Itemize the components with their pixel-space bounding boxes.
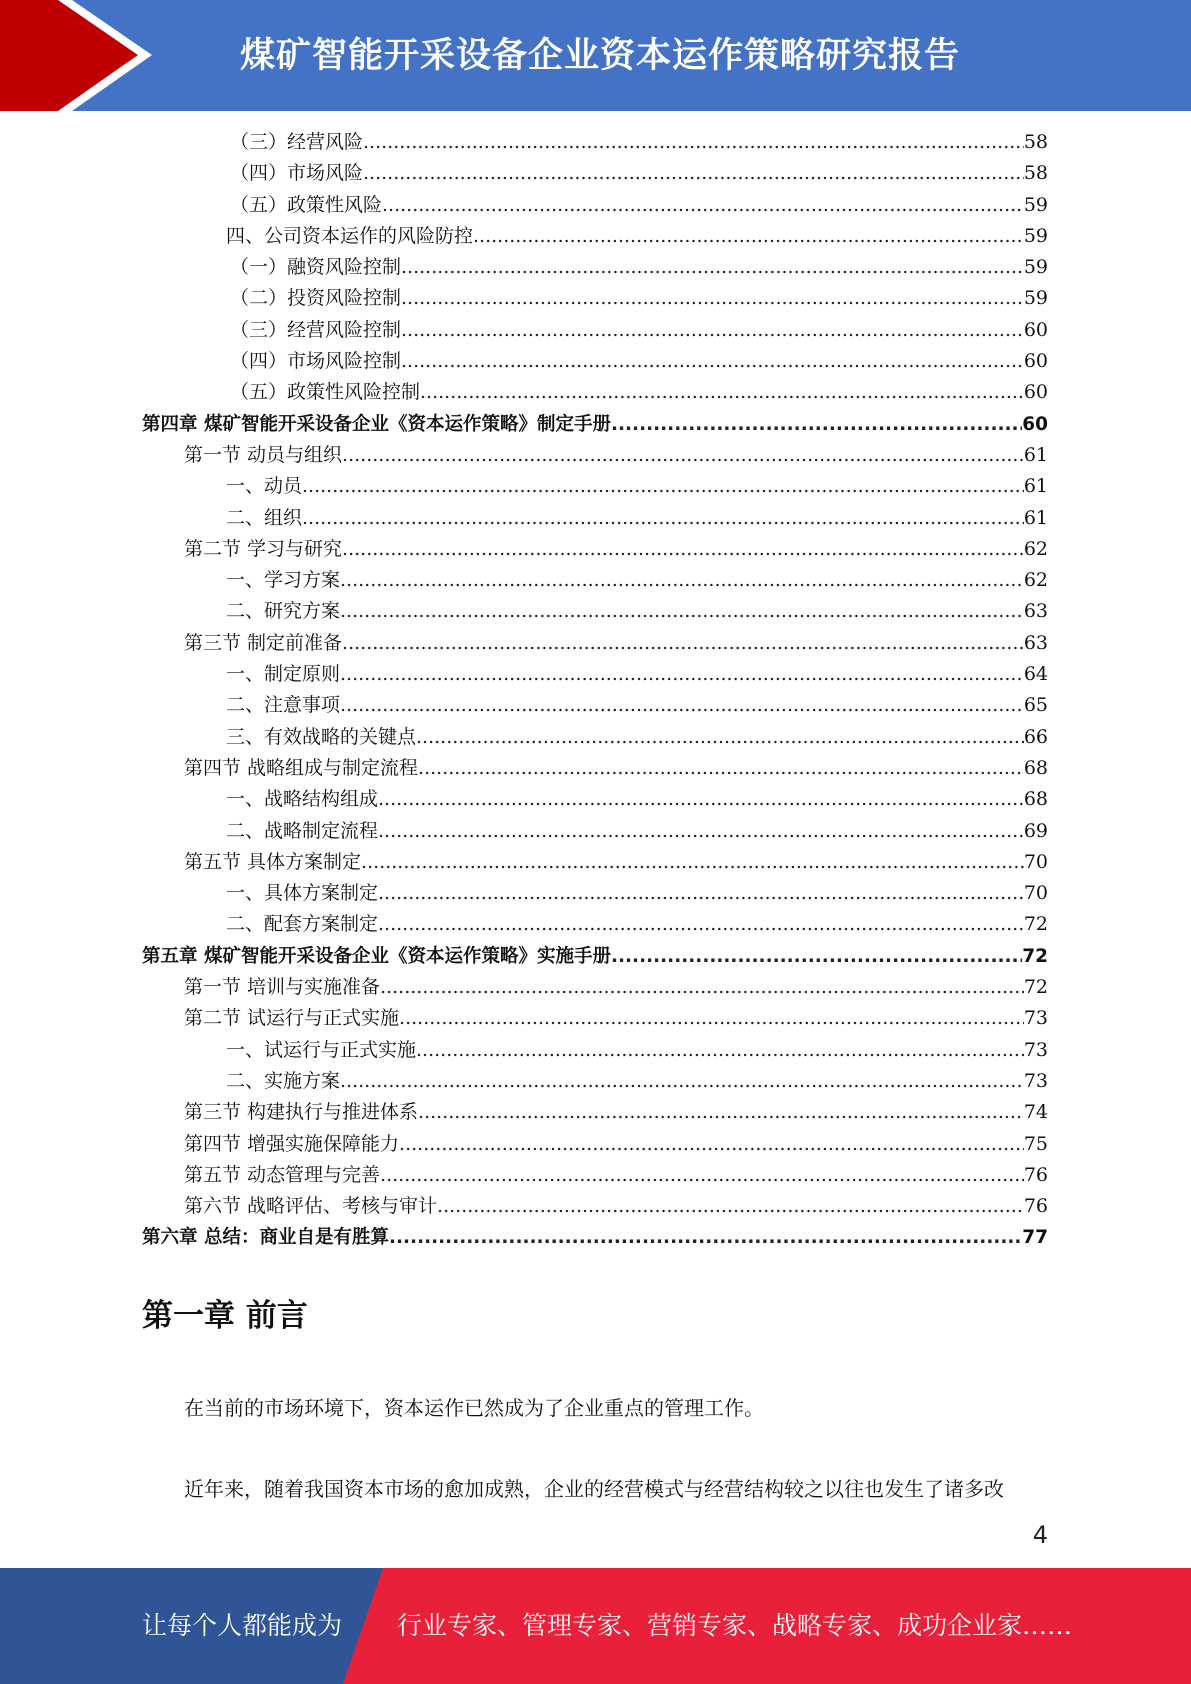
toc-leader-dots (378, 784, 1024, 815)
toc-entry-title: 第六节 战略评估、考核与审计 (184, 1195, 438, 1218)
toc-leader-dots (340, 565, 1024, 596)
toc-entry-title: 第五章 煤矿智能开采设备企业《资本运作策略》实施手册 (142, 945, 611, 967)
toc-entry-title: 第四节 战略组成与制定流程 (184, 756, 419, 779)
toc-entry-page: 65 (1023, 694, 1048, 717)
toc-leader-dots (382, 190, 1024, 221)
toc-leader-dots (380, 972, 1024, 1003)
toc-entry[interactable] (142, 722, 1048, 753)
toc-entry-page: 58 (1023, 131, 1048, 153)
toc-entry-page: 60 (1023, 350, 1048, 373)
toc-entry-title: 三、有效战略的关键点 (226, 725, 417, 748)
toc-entry-title: 二、战略制定流程 (226, 819, 379, 842)
toc-entry-page: 62 (1023, 569, 1048, 592)
toc-entry-page: 73 (1023, 1038, 1048, 1061)
toc-entry[interactable] (142, 1191, 1048, 1222)
footer-expert-list: 行业专家、管理专家、营销专家、战略专家、成功企业家…… (397, 1611, 1073, 1640)
toc-entry[interactable] (142, 941, 1048, 972)
toc-entry[interactable] (142, 315, 1048, 346)
toc-entry-page: 68 (1023, 788, 1048, 811)
toc-leader-dots (416, 1035, 1024, 1066)
toc-entry[interactable] (142, 252, 1048, 283)
toc-entry-title: 第五节 动态管理与完善 (184, 1163, 381, 1186)
toc-entry-page: 76 (1023, 1163, 1048, 1186)
toc-entry-title: 第六章 总结：商业自是有胜算 (142, 1227, 389, 1249)
toc-entry[interactable] (142, 534, 1048, 565)
toc-entry-page: 72 (1022, 945, 1048, 967)
toc-entry-title: 第一节 动员与组织 (184, 443, 343, 466)
toc-entry-page: 63 (1023, 631, 1048, 654)
toc-leader-dots (401, 252, 1024, 283)
toc-entry-title: 第四节 增强实施保障能力 (184, 1132, 400, 1155)
toc-entry[interactable] (142, 909, 1048, 940)
toc-entry-title: 二、配套方案制定 (226, 913, 379, 936)
toc-entry-page: 61 (1023, 475, 1048, 498)
toc-entry-title: （五）政策性风险 (230, 193, 383, 216)
toc-entry-page: 73 (1023, 1069, 1048, 1092)
toc-entry[interactable] (142, 346, 1048, 377)
body-paragraph: 近年来，随着我国资本市场的愈加成熟，企业的经营模式与经营结构较之以往也发生了诸多改 (184, 1477, 1004, 1501)
toc-entry-page: 60 (1022, 413, 1048, 435)
toc-entry-title: （三）经营风险控制 (230, 318, 402, 341)
toc-entry[interactable] (142, 878, 1048, 909)
page-number: 4 (1032, 1521, 1048, 1549)
chapter-title: 第一章 前言 (142, 1298, 308, 1334)
toc-entry[interactable] (142, 409, 1048, 440)
toc-leader-dots (340, 659, 1024, 690)
toc-entry-page: 70 (1023, 882, 1048, 905)
toc-entry-page: 62 (1023, 537, 1048, 560)
toc-entry-page: 68 (1023, 756, 1048, 779)
toc-leader-dots (302, 471, 1024, 502)
toc-entry-page: 59 (1023, 256, 1048, 279)
toc-leader-dots (611, 941, 1022, 972)
toc-entry[interactable] (142, 283, 1048, 314)
toc-leader-dots (378, 816, 1024, 847)
toc-entry-title: 第五节 具体方案制定 (184, 850, 362, 873)
toc-entry-page: 76 (1023, 1195, 1048, 1218)
page-footer (0, 1568, 1191, 1684)
toc-leader-dots (342, 628, 1024, 659)
toc-entry[interactable] (142, 753, 1048, 784)
footer-slogan: 让每个人都能成为 (142, 1611, 343, 1640)
report-title: 煤矿智能开采设备企业资本运作策略研究报告 (240, 36, 961, 76)
toc-entry[interactable] (142, 659, 1048, 690)
toc-entry-title: 二、注意事项 (226, 694, 341, 717)
toc-leader-dots (340, 596, 1024, 627)
toc-entry[interactable] (142, 1129, 1048, 1160)
toc-entry-page: 59 (1023, 193, 1048, 216)
toc-entry[interactable] (142, 1035, 1048, 1066)
toc-entry-title: （四）市场风险控制 (230, 350, 402, 373)
toc-entry-title: 一、具体方案制定 (226, 882, 379, 905)
table-of-contents (142, 127, 1048, 1254)
toc-entry-page: 60 (1023, 381, 1048, 404)
toc-leader-dots (342, 440, 1024, 471)
toc-leader-dots (380, 1160, 1024, 1191)
toc-entry-page: 61 (1023, 506, 1048, 529)
toc-entry-page: 58 (1023, 162, 1048, 185)
toc-entry[interactable] (142, 847, 1048, 878)
toc-entry-title: 一、学习方案 (226, 569, 341, 592)
toc-leader-dots (361, 847, 1024, 878)
toc-entry[interactable] (142, 690, 1048, 721)
toc-entry-title: 四、公司资本运作的风险防控 (226, 224, 474, 247)
toc-entry[interactable] (142, 816, 1048, 847)
body-paragraph: 在当前的市场环境下，资本运作已然成为了企业重点的管理工作。 (184, 1396, 764, 1420)
toc-leader-dots (363, 127, 1024, 158)
toc-entry[interactable] (142, 1160, 1048, 1191)
toc-leader-dots (340, 1066, 1024, 1097)
toc-leader-dots (437, 1191, 1024, 1222)
toc-entry-page: 61 (1023, 443, 1048, 466)
toc-entry-page: 64 (1023, 663, 1048, 686)
toc-entry[interactable] (142, 1097, 1048, 1128)
toc-leader-dots (401, 315, 1024, 346)
toc-entry-title: 二、组织 (226, 506, 303, 529)
toc-entry-title: （三）经营风险 (230, 131, 364, 153)
toc-entry-page: 73 (1023, 1007, 1048, 1030)
toc-entry-title: （五）政策性风险控制 (230, 381, 421, 404)
toc-leader-dots (378, 878, 1024, 909)
toc-entry[interactable] (142, 1066, 1048, 1097)
toc-entry[interactable] (142, 440, 1048, 471)
toc-entry-title: 一、试运行与正式实施 (226, 1038, 417, 1061)
toc-entry-page: 60 (1023, 318, 1048, 341)
toc-entry-page: 59 (1023, 224, 1048, 247)
page-header (0, 0, 1191, 111)
toc-entry[interactable] (142, 1003, 1048, 1034)
toc-entry-page: 75 (1023, 1132, 1048, 1155)
toc-entry-title: （四）市场风险 (230, 162, 364, 185)
toc-entry-page: 77 (1022, 1227, 1048, 1249)
toc-leader-dots (418, 753, 1024, 784)
toc-entry-page: 70 (1023, 850, 1048, 873)
toc-entry[interactable] (142, 221, 1048, 252)
toc-entry-page: 72 (1023, 976, 1048, 999)
toc-leader-dots (342, 534, 1024, 565)
toc-entry-title: 二、研究方案 (226, 600, 341, 623)
toc-entry[interactable] (142, 596, 1048, 627)
toc-leader-dots (378, 909, 1024, 940)
toc-entry[interactable] (142, 127, 1048, 158)
toc-entry-page: 72 (1023, 913, 1048, 936)
toc-leader-dots (340, 690, 1024, 721)
toc-leader-dots (420, 377, 1024, 408)
toc-entry[interactable] (142, 565, 1048, 596)
toc-entry-title: （二）投资风险控制 (230, 287, 402, 310)
toc-leader-dots (363, 158, 1024, 189)
toc-leader-dots (611, 409, 1022, 440)
toc-entry-page: 66 (1023, 725, 1048, 748)
toc-entry-title: 第一节 培训与实施准备 (184, 976, 381, 999)
toc-entry[interactable] (142, 784, 1048, 815)
toc-entry[interactable] (142, 628, 1048, 659)
toc-entry-title: 一、制定原则 (226, 663, 341, 686)
toc-entry-title: 第二节 试运行与正式实施 (184, 1007, 400, 1030)
toc-entry-title: 第四章 煤矿智能开采设备企业《资本运作策略》制定手册 (142, 413, 611, 435)
toc-entry-page: 59 (1023, 287, 1048, 310)
toc-entry-title: 一、战略结构组成 (226, 788, 379, 811)
toc-leader-dots (416, 722, 1024, 753)
toc-entry-title: 第三节 构建执行与推进体系 (184, 1101, 419, 1124)
toc-leader-dots (418, 1097, 1024, 1128)
toc-entry[interactable] (142, 158, 1048, 189)
toc-entry-title: （一）融资风险控制 (230, 256, 402, 279)
toc-entry-page: 69 (1023, 819, 1048, 842)
toc-entry[interactable] (142, 503, 1048, 534)
toc-entry[interactable] (142, 1222, 1048, 1253)
toc-entry[interactable] (142, 190, 1048, 221)
toc-entry-title: 第三节 制定前准备 (184, 631, 343, 654)
toc-leader-dots (473, 221, 1024, 252)
toc-entry-title: 第二节 学习与研究 (184, 537, 343, 560)
toc-entry-title: 二、实施方案 (226, 1069, 341, 1092)
toc-leader-dots (401, 283, 1024, 314)
toc-entry[interactable] (142, 471, 1048, 502)
toc-entry[interactable] (142, 972, 1048, 1003)
toc-leader-dots (401, 346, 1024, 377)
toc-entry-title: 一、动员 (226, 475, 303, 498)
toc-leader-dots (399, 1003, 1024, 1034)
toc-entry[interactable] (142, 377, 1048, 408)
toc-entry-page: 63 (1023, 600, 1048, 623)
toc-leader-dots (389, 1222, 1022, 1253)
toc-leader-dots (399, 1129, 1024, 1160)
toc-leader-dots (302, 503, 1024, 534)
toc-entry-page: 74 (1023, 1101, 1048, 1124)
